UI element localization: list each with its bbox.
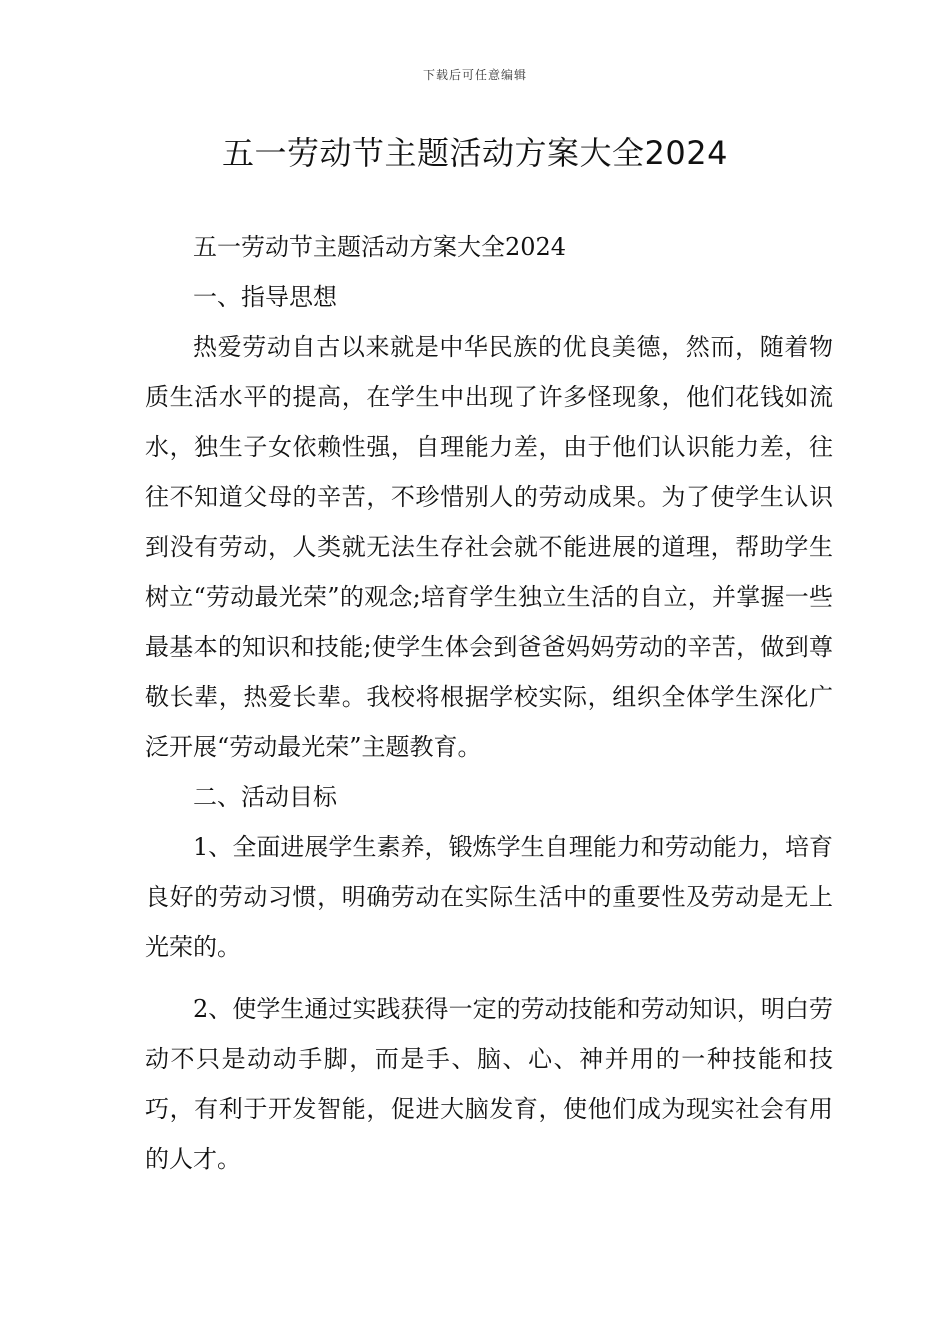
paragraph-guiding-ideology: 热爱劳动自古以来就是中华民族的优良美德，然而，随着物质生活水平的提高，在学生中出现了许多怪现象，他们花钱如流水，独生子女依赖性强，自理能力差，由于他们认识能力差，往往不知道父母的辛苦，不珍惜别人的劳动成果。为了使学生认识到没有劳动，人类就无法生存社会就不能进展的道理，帮助学生树立“劳动最光荣”的观念;培育学生独立生活的自立，并掌握一些最基本的知识和技能;使学生体会到爸爸妈妈劳动的辛苦，做到尊敬长辈，热爱长辈。我校将根据学校实际，组织全体学生深化广泛开展“劳动最光荣”主题教育。 (145, 333, 833, 761)
header-note: 下载后可任意编辑 (422, 68, 527, 82)
paragraph-subtitle: 五一劳动节主题活动方案大全2024 (193, 233, 567, 261)
paragraph-goal-1: 1、全面进展学生素养，锻炼学生自理能力和劳动能力，培育良好的劳动习惯，明确劳动在实际生活中的重要性及劳动是无上光荣的。 (145, 833, 833, 961)
section-heading-guiding-ideology: 一、指导思想 (193, 283, 337, 311)
section-heading-activity-goals: 二、活动目标 (193, 783, 337, 811)
paragraph-goal-2: 2、使学生通过实践获得一定的劳动技能和劳动知识，明白劳动不只是动动手脚，而是手、脑、心、神并用的一种技能和技巧，有利于开发智能，促进大脑发育，使他们成为现实社会有用的人才。 (145, 995, 833, 1173)
document-body (145, 222, 833, 1184)
document-title: 五一劳动节主题活动方案大全2024 (222, 134, 728, 172)
